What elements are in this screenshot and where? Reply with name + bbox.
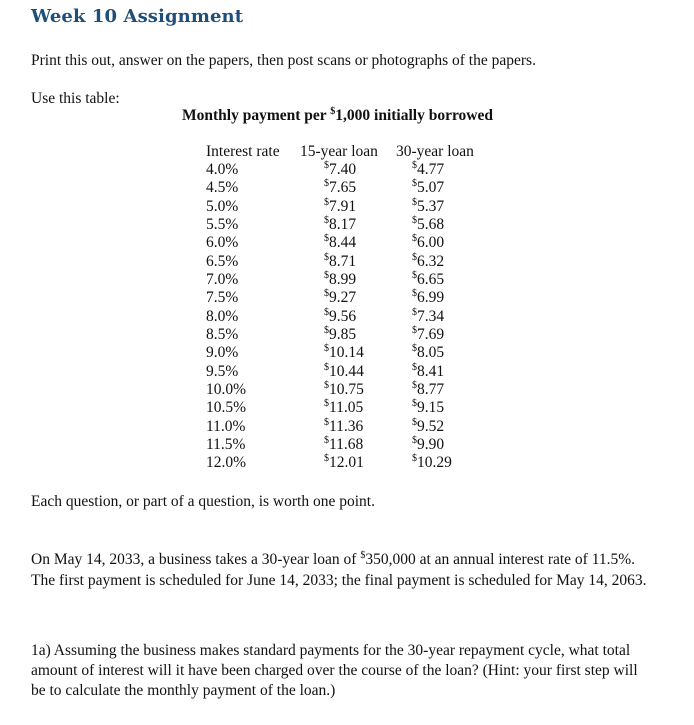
payment-30-cell [396,436,486,454]
table-row [206,436,486,454]
currency-symbol: $ [324,306,329,318]
payment-15-cell [300,271,396,289]
rate-cell: 12.0% [206,454,247,472]
scenario-before: On May 14, 2033, a business takes a 30-year loan of [31,551,361,568]
payment-value: 8.17 [329,215,357,233]
currency-symbol: $ [412,343,417,355]
instructions-text: Print this out, answer on the papers, then post scans or photographs of the papers. [31,52,536,69]
header-interest-rate: Interest rate [206,143,280,160]
scenario-after: 350,000 at an annual interest rate of 11.5%. The first payment is scheduled for June 14, 2033; the final payment is scheduled for May 14, 2063. [31,551,647,589]
caption-after: 1,000 initially borrowed [335,107,493,124]
rate-cell: 9.5% [206,362,239,380]
table-body [206,161,486,473]
rate-cell: 6.5% [206,252,239,270]
currency-symbol: $ [412,434,417,446]
currency-symbol: $ [324,416,329,428]
rate-cell: 11.0% [206,417,246,435]
payment-30-cell [396,234,486,252]
table-row [206,179,486,197]
payment-value: 9.56 [329,307,357,325]
rate-cell: 10.0% [206,380,247,398]
rate-cell: 10.5% [206,399,247,417]
payment-value: 7.91 [329,197,357,215]
currency-symbol: $ [412,196,417,208]
payment-value: 11.68 [329,435,364,453]
rate-cell: 8.0% [206,307,239,325]
payment-value: 10.75 [329,380,364,398]
currency-symbol: $ [324,288,329,300]
rate-cell: 7.5% [206,289,239,307]
payment-value: 5.68 [417,215,445,233]
payment-30-cell [396,363,486,381]
payment-value: 10.29 [417,454,452,472]
payment-15-cell [300,234,396,252]
payment-30-cell [396,381,486,399]
payment-30-cell [396,399,486,417]
currency-symbol: $ [324,379,329,391]
table-row [206,234,486,252]
rate-cell: 9.0% [206,344,239,362]
payment-30-cell [396,198,486,216]
payment-15-cell [300,308,396,326]
rate-cell: 7.0% [206,270,239,288]
table-row [206,363,486,381]
payment-value: 10.14 [329,344,364,362]
payment-15-cell [300,436,396,454]
payment-15-cell [300,326,396,344]
payment-value: 8.71 [329,252,357,270]
payment-15-cell [300,363,396,381]
table-row [206,198,486,216]
payment-15-cell [300,289,396,307]
payment-30-cell [396,253,486,271]
table-row [206,271,486,289]
currency-symbol: $ [412,416,417,428]
payment-15-cell [300,198,396,216]
currency-symbol: $ [324,453,329,465]
payment-value: 6.65 [417,270,445,288]
currency-symbol: $ [324,361,329,373]
payment-15-cell [300,454,396,472]
payment-15-cell [300,216,396,234]
payment-value: 4.77 [417,161,445,178]
payment-value: 6.00 [417,234,445,252]
currency-symbol: $ [412,160,417,171]
payment-value: 9.52 [417,417,445,435]
payment-15-cell [300,253,396,271]
payment-value: 12.01 [329,454,364,472]
use-table-label: Use this table: [31,90,120,107]
rate-cell: 6.0% [206,234,239,252]
currency-symbol: $ [324,343,329,355]
payment-30-cell [396,308,486,326]
payment-15-cell [300,179,396,197]
payment-30-cell [396,326,486,344]
currency-symbol: $ [324,233,329,245]
payment-value: 11.05 [329,399,364,417]
currency-symbol: $ [324,196,329,208]
currency-symbol: $ [412,269,417,281]
points-note: Each question, or part of a question, is worth one point. [31,493,375,510]
payment-value: 6.32 [417,252,445,270]
currency-symbol: $ [324,434,329,446]
rate-cell: 5.0% [206,197,239,215]
payment-value: 7.40 [329,161,357,178]
rate-cell: 4.0% [206,161,239,178]
table-row [206,161,486,179]
payment-value: 7.65 [329,179,357,197]
payment-value: 9.27 [329,289,357,307]
caption-currency: $ [330,106,336,117]
payment-15-cell [300,399,396,417]
currency-symbol: $ [412,324,417,336]
header-15-year: 15-year loan [300,143,378,160]
currency-symbol: $ [412,214,417,226]
table-caption [182,106,493,126]
payment-value: 8.41 [417,362,445,380]
currency-symbol: $ [412,398,417,410]
payment-15-cell [300,381,396,399]
payment-value: 9.15 [417,399,445,417]
payment-value: 7.34 [417,307,445,325]
payment-15-cell [300,418,396,436]
payment-value: 5.37 [417,197,445,215]
rate-cell: 11.5% [206,435,246,453]
table-row [206,454,486,472]
payment-30-cell [396,344,486,362]
table-row [206,418,486,436]
payment-30-cell [396,271,486,289]
table-header-row [206,143,486,161]
payment-15-cell [300,344,396,362]
payment-30-cell [396,418,486,436]
payment-30-cell [396,289,486,307]
currency-symbol: $ [324,160,329,171]
scenario-currency: $ [360,550,366,561]
currency-symbol: $ [412,379,417,391]
table-row [206,289,486,307]
payment-15-cell [300,161,396,179]
table-row [206,344,486,362]
currency-symbol: $ [412,251,417,263]
table-row [206,381,486,399]
currency-symbol: $ [324,214,329,226]
scenario-paragraph [31,549,651,591]
currency-symbol: $ [412,453,417,465]
payment-table [206,143,486,473]
rate-cell: 4.5% [206,179,239,197]
payment-value: 8.99 [329,270,357,288]
rate-cell: 5.5% [206,215,239,233]
table-row [206,308,486,326]
payment-value: 7.69 [417,325,445,343]
payment-30-cell [396,161,486,179]
question-1a: 1a) Assuming the business makes standard payments for the 30-year repayment cycle, what total amount of interest will it have been charged over the course of the loan? (Hint: your first step will be to calculate the monthly payment of the loan.) [31,642,638,699]
currency-symbol: $ [324,324,329,336]
payment-value: 6.99 [417,289,445,307]
payment-value: 8.44 [329,234,357,252]
payment-value: 8.77 [417,380,445,398]
header-30-year: 30-year loan [396,143,474,160]
payment-value: 5.07 [417,179,445,197]
payment-value: 8.05 [417,344,445,362]
currency-symbol: $ [412,361,417,373]
currency-symbol: $ [324,398,329,410]
table-row [206,326,486,344]
payment-30-cell [396,216,486,234]
currency-symbol: $ [412,288,417,300]
table-row [206,253,486,271]
payment-30-cell [396,454,486,472]
currency-symbol: $ [324,251,329,263]
payment-30-cell [396,179,486,197]
table-row [206,216,486,234]
payment-value: 9.85 [329,325,357,343]
payment-value: 10.44 [329,362,364,380]
table-row [206,399,486,417]
payment-value: 11.36 [329,417,364,435]
currency-symbol: $ [324,178,329,190]
rate-cell: 8.5% [206,325,239,343]
currency-symbol: $ [412,178,417,190]
payment-value: 9.90 [417,435,445,453]
page-title: Week 10 Assignment [31,6,244,27]
currency-symbol: $ [412,306,417,318]
caption-before: Monthly payment per [182,107,331,124]
currency-symbol: $ [412,233,417,245]
currency-symbol: $ [324,269,329,281]
